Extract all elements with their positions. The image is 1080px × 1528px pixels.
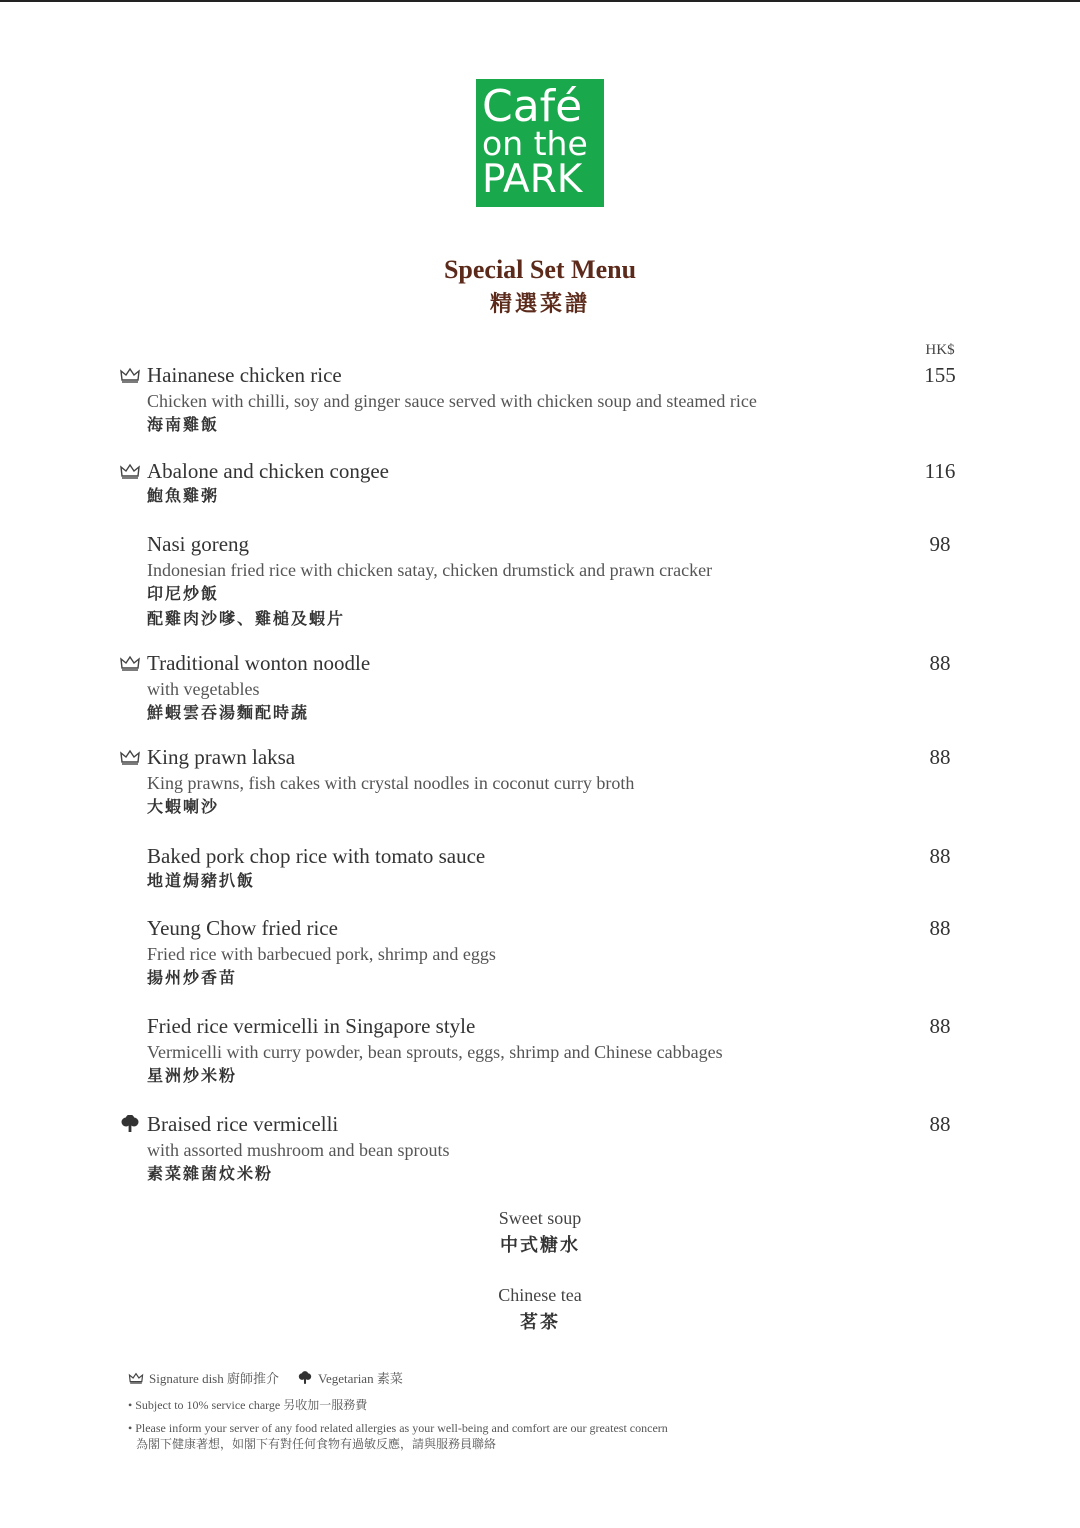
item-price: 155 bbox=[924, 363, 956, 387]
menu-item bbox=[147, 458, 987, 509]
signature-icon bbox=[128, 1371, 144, 1385]
menu-item bbox=[147, 915, 987, 991]
item-name-zh: 大蝦喇沙 bbox=[147, 799, 220, 816]
logo-line-2: on the bbox=[482, 124, 588, 163]
currency-label: HK$ bbox=[925, 342, 955, 358]
menu-item bbox=[147, 362, 987, 438]
item-name: Abalone and chicken congee bbox=[147, 459, 389, 483]
menu-item bbox=[147, 531, 987, 632]
item-price: 98 bbox=[929, 532, 951, 556]
menu-title-en: Special Set Menu bbox=[443, 255, 637, 284]
menu-item bbox=[147, 744, 987, 820]
vegetarian-icon bbox=[119, 1115, 141, 1133]
item-description: Chicken with chilli, soy and ginger sauce served with chicken soup and steamed rice bbox=[147, 391, 757, 411]
top-border-line bbox=[0, 0, 1080, 2]
item-name-zh: 星洲炒米粉 bbox=[147, 1068, 238, 1085]
icon-legend bbox=[128, 1368, 403, 1387]
item-price: 116 bbox=[924, 459, 956, 483]
item-price: 88 bbox=[929, 1112, 951, 1136]
item-name: Yeung Chow fried rice bbox=[147, 916, 338, 940]
item-name-zh: 鮑魚雞粥 bbox=[147, 488, 220, 505]
item-name-zh: 素菜雜菌炆米粉 bbox=[147, 1166, 274, 1183]
item-name: Hainanese chicken rice bbox=[147, 363, 342, 387]
item-name-zh: 地道焗豬扒飯 bbox=[147, 873, 256, 890]
allergy-note-en: • Please inform your server of any food related allergies as your well-being and comfort are our greatest concern bbox=[128, 1421, 668, 1435]
logo-line-1: Café bbox=[482, 81, 583, 132]
item-price: 88 bbox=[929, 651, 951, 675]
allergy-note-zh: 為閣下健康著想，如閣下有對任何食物有過敏反應，請與服務員聯絡 bbox=[136, 1437, 497, 1451]
menu-item bbox=[147, 1013, 987, 1089]
extra-name-zh: 茗茶 bbox=[520, 1312, 560, 1332]
item-name: Nasi goreng bbox=[147, 532, 250, 556]
item-description-zh: 配雞肉沙嗲、雞槌及蝦片 bbox=[147, 611, 346, 628]
signature-icon bbox=[119, 366, 141, 384]
item-name: Braised rice vermicelli bbox=[147, 1112, 339, 1136]
signature-icon bbox=[119, 462, 141, 480]
vegetarian-icon bbox=[297, 1371, 313, 1385]
menu-item bbox=[147, 843, 987, 894]
item-name: Fried rice vermicelli in Singapore style bbox=[147, 1014, 476, 1038]
menu-item bbox=[147, 1111, 987, 1187]
item-name: King prawn laksa bbox=[147, 745, 296, 769]
signature-icon bbox=[119, 748, 141, 766]
item-price: 88 bbox=[929, 844, 951, 868]
item-description: King prawns, fish cakes with crystal noodles in coconut curry broth bbox=[147, 773, 635, 793]
legend-vegetarian: Vegetarian 素菜 bbox=[318, 1371, 403, 1386]
item-name: Traditional wonton noodle bbox=[147, 651, 371, 675]
menu-item bbox=[147, 650, 987, 726]
item-name: Baked pork chop rice with tomato sauce bbox=[147, 844, 486, 868]
included-sweet-soup bbox=[0, 1208, 1080, 1257]
item-description: Indonesian fried rice with chicken satay, chicken drumstick and prawn cracker bbox=[147, 560, 713, 580]
logo-line-3: PARK bbox=[482, 157, 583, 202]
item-description: Vermicelli with curry powder, bean sprouts, eggs, shrimp and Chinese cabbages bbox=[147, 1042, 723, 1062]
extra-name: Chinese tea bbox=[498, 1285, 582, 1305]
item-description: Fried rice with barbecued pork, shrimp and eggs bbox=[147, 944, 496, 964]
legend-signature: Signature dish 廚師推介 bbox=[149, 1371, 279, 1386]
service-charge-note: • Subject to 10% service charge 另收加一服務費 bbox=[128, 1398, 368, 1412]
menu-title-zh: 精選菜譜 bbox=[489, 291, 590, 316]
item-description: with assorted mushroom and bean sprouts bbox=[147, 1140, 450, 1160]
cafe-on-the-park-logo bbox=[476, 79, 604, 207]
extra-name-zh: 中式糖水 bbox=[500, 1235, 580, 1255]
signature-icon bbox=[119, 654, 141, 672]
menu-title bbox=[0, 255, 1080, 318]
item-price: 88 bbox=[929, 745, 951, 769]
included-chinese-tea bbox=[0, 1285, 1080, 1334]
item-price: 88 bbox=[929, 916, 951, 940]
item-name-zh: 鮮蝦雲吞湯麵配時蔬 bbox=[147, 705, 310, 722]
item-name-zh: 海南雞飯 bbox=[147, 417, 220, 434]
item-name-zh: 印尼炒飯 bbox=[147, 586, 220, 603]
item-price: 88 bbox=[929, 1014, 951, 1038]
item-name-zh: 揚州炒香苗 bbox=[147, 970, 238, 987]
item-description: with vegetables bbox=[147, 679, 260, 699]
extra-name: Sweet soup bbox=[498, 1208, 582, 1228]
